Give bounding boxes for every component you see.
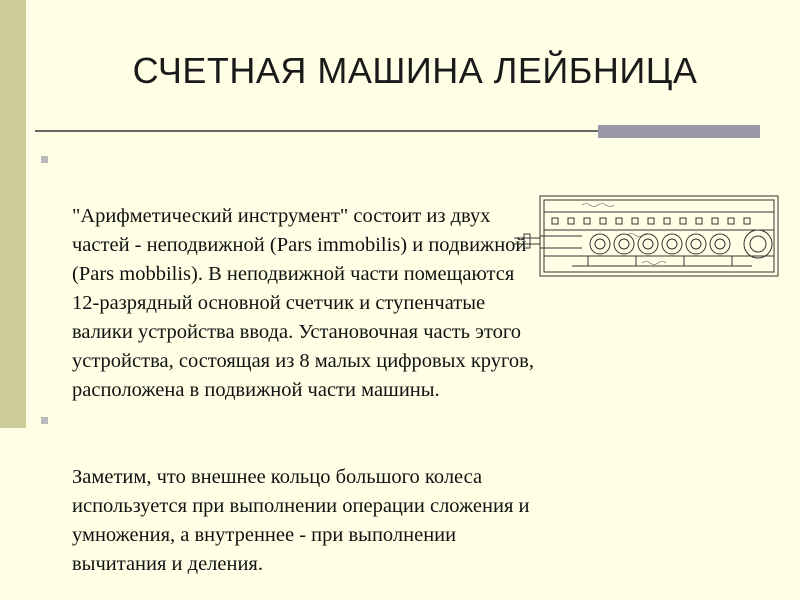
bullet-item <box>38 405 543 579</box>
bullet-list <box>38 144 543 579</box>
bullet-text: Заметим, что внешнее кольцо большого колеса используется при выполнении операции сложения и умножения, а внутреннее - при выполнении вычитания и деления. <box>72 466 530 575</box>
bullet-text: "Арифметический инструмент" состоит из двух частей - неподвижной (Pars immobilis) и подвижной (Pars mobbilis). В неподвижной части помещаются 12-разрядный основной счетчик и ступенчатые валики устройства ввода. Установочная часть этого устройства, состоящая из 8 малых цифровых кругов, расположена в подвижной части машины. <box>72 205 534 401</box>
slide-title: СЧЕТНАЯ МАШИНА ЛЕЙБНИЦА <box>132 50 698 91</box>
bullet-square-icon <box>41 417 48 424</box>
bullet-item <box>38 144 543 405</box>
left-accent-bar <box>0 0 26 428</box>
leibniz-machine-diagram <box>512 190 787 285</box>
divider-accent-block <box>598 125 760 138</box>
bullet-square-icon <box>41 156 48 163</box>
